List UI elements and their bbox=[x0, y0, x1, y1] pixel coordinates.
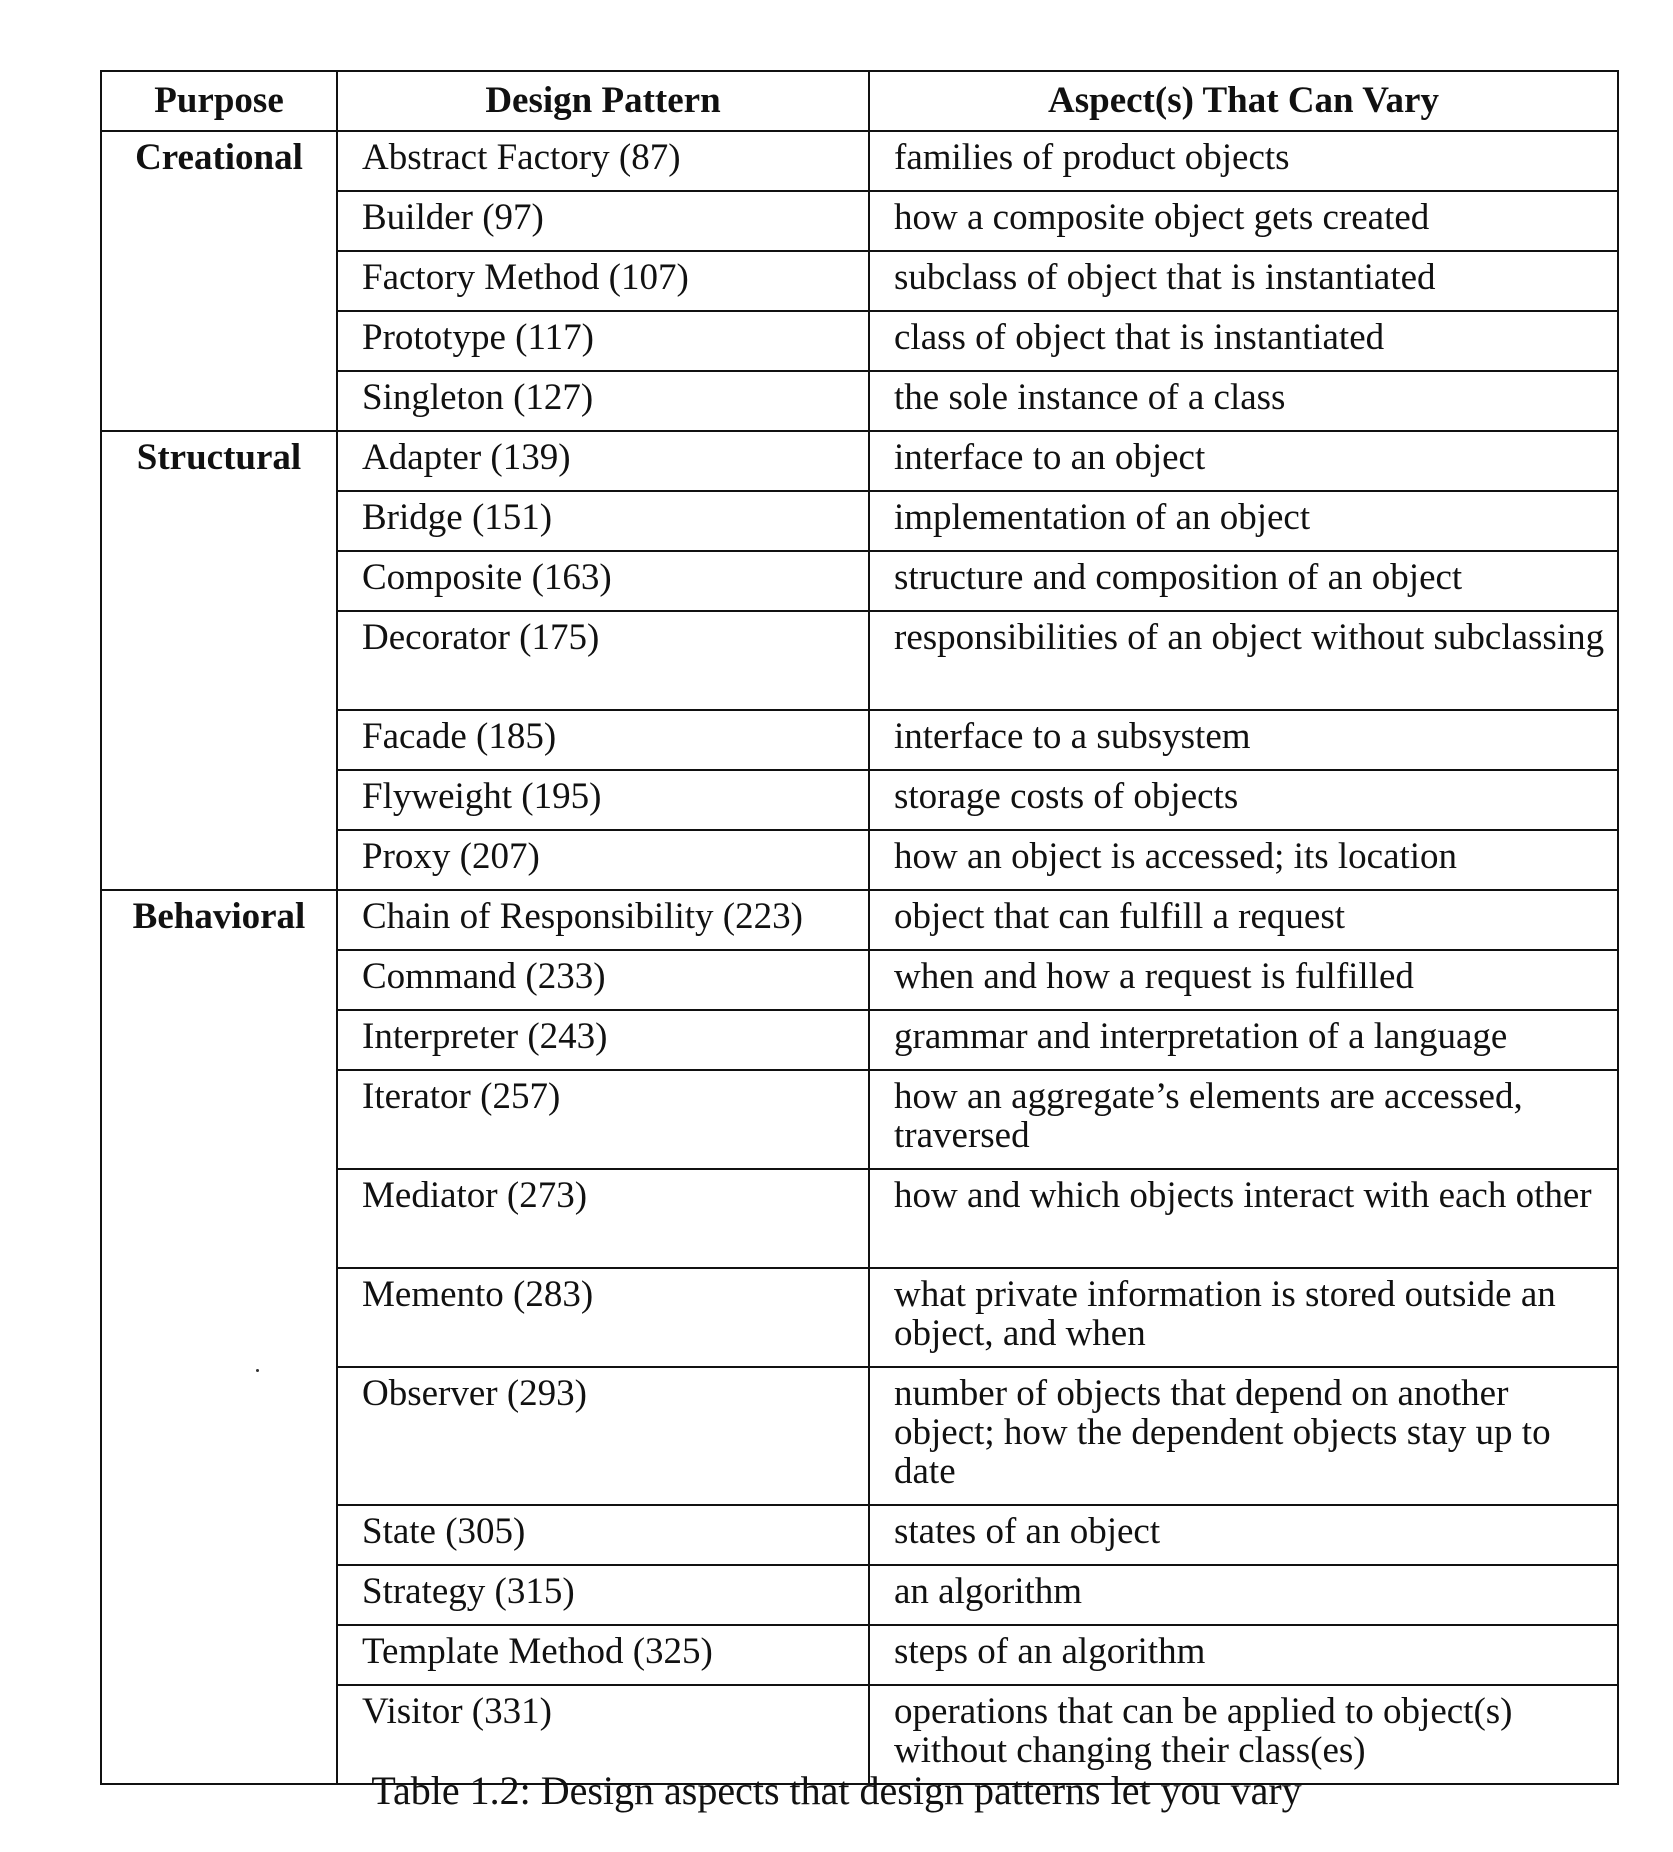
aspect-cell: object that can fulfill a request bbox=[869, 890, 1618, 950]
pattern-cell: Adapter (139) bbox=[337, 431, 869, 491]
pattern-cell: Template Method (325) bbox=[337, 1625, 869, 1685]
pattern-cell: Memento (283) bbox=[337, 1268, 869, 1367]
table-row bbox=[101, 890, 1618, 950]
aspect-cell: families of product objects bbox=[869, 131, 1618, 191]
pattern-cell: Abstract Factory (87) bbox=[337, 131, 869, 191]
pattern-cell: Mediator (273) bbox=[337, 1169, 869, 1268]
pattern-cell: Interpreter (243) bbox=[337, 1010, 869, 1070]
pattern-cell: Iterator (257) bbox=[337, 1070, 869, 1169]
header-design-pattern: Design Pattern bbox=[337, 71, 869, 131]
aspect-cell: what private information is stored outside an object, and when bbox=[869, 1268, 1618, 1367]
pattern-cell: Proxy (207) bbox=[337, 830, 869, 890]
aspect-cell: how an aggregate’s elements are accessed, traversed bbox=[869, 1070, 1618, 1169]
aspect-cell: number of objects that depend on another object; how the dependent objects stay up to date bbox=[869, 1367, 1618, 1505]
design-patterns-table bbox=[100, 70, 1619, 1785]
aspect-cell: how a composite object gets created bbox=[869, 191, 1618, 251]
purpose-behavioral: Behavioral bbox=[101, 890, 337, 1784]
aspect-cell: how an object is accessed; its location bbox=[869, 830, 1618, 890]
aspect-cell: steps of an algorithm bbox=[869, 1625, 1618, 1685]
pattern-cell: Command (233) bbox=[337, 950, 869, 1010]
aspect-cell: interface to a subsystem bbox=[869, 710, 1618, 770]
pattern-cell: Flyweight (195) bbox=[337, 770, 869, 830]
aspect-cell: how and which objects interact with each other bbox=[869, 1169, 1618, 1268]
pattern-cell: Builder (97) bbox=[337, 191, 869, 251]
aspect-cell: responsibilities of an object without subclassing bbox=[869, 611, 1618, 710]
pattern-cell: Visitor (331) bbox=[337, 1685, 869, 1784]
aspect-cell: structure and composition of an object bbox=[869, 551, 1618, 611]
aspect-cell: an algorithm bbox=[869, 1565, 1618, 1625]
aspect-cell: storage costs of objects bbox=[869, 770, 1618, 830]
table-header-row bbox=[101, 71, 1618, 131]
pattern-cell: Decorator (175) bbox=[337, 611, 869, 710]
aspect-cell: operations that can be applied to object(s) without changing their class(es) bbox=[869, 1685, 1618, 1784]
purpose-structural: Structural bbox=[101, 431, 337, 890]
pattern-cell: Strategy (315) bbox=[337, 1565, 869, 1625]
pattern-cell: Prototype (117) bbox=[337, 311, 869, 371]
header-aspects: Aspect(s) That Can Vary bbox=[869, 71, 1618, 131]
aspect-cell: subclass of object that is instantiated bbox=[869, 251, 1618, 311]
table-caption: Table 1.2: Design aspects that design patterns let you vary bbox=[371, 1768, 1302, 1813]
aspect-cell: states of an object bbox=[869, 1505, 1618, 1565]
pattern-cell: Chain of Responsibility (223) bbox=[337, 890, 869, 950]
pattern-cell: Observer (293) bbox=[337, 1367, 869, 1505]
aspect-cell: implementation of an object bbox=[869, 491, 1618, 551]
pattern-cell: Facade (185) bbox=[337, 710, 869, 770]
aspect-cell: class of object that is instantiated bbox=[869, 311, 1618, 371]
pattern-cell: Bridge (151) bbox=[337, 491, 869, 551]
aspect-cell: when and how a request is fulfilled bbox=[869, 950, 1618, 1010]
purpose-creational: Creational bbox=[101, 131, 337, 431]
table-row bbox=[101, 431, 1618, 491]
pattern-cell: Factory Method (107) bbox=[337, 251, 869, 311]
table-row bbox=[101, 131, 1618, 191]
aspect-cell: grammar and interpretation of a language bbox=[869, 1010, 1618, 1070]
aspect-cell: interface to an object bbox=[869, 431, 1618, 491]
aspect-cell: the sole instance of a class bbox=[869, 371, 1618, 431]
pattern-cell: State (305) bbox=[337, 1505, 869, 1565]
header-purpose: Purpose bbox=[101, 71, 337, 131]
pattern-cell: Composite (163) bbox=[337, 551, 869, 611]
scan-speck bbox=[256, 1369, 259, 1372]
pattern-cell: Singleton (127) bbox=[337, 371, 869, 431]
